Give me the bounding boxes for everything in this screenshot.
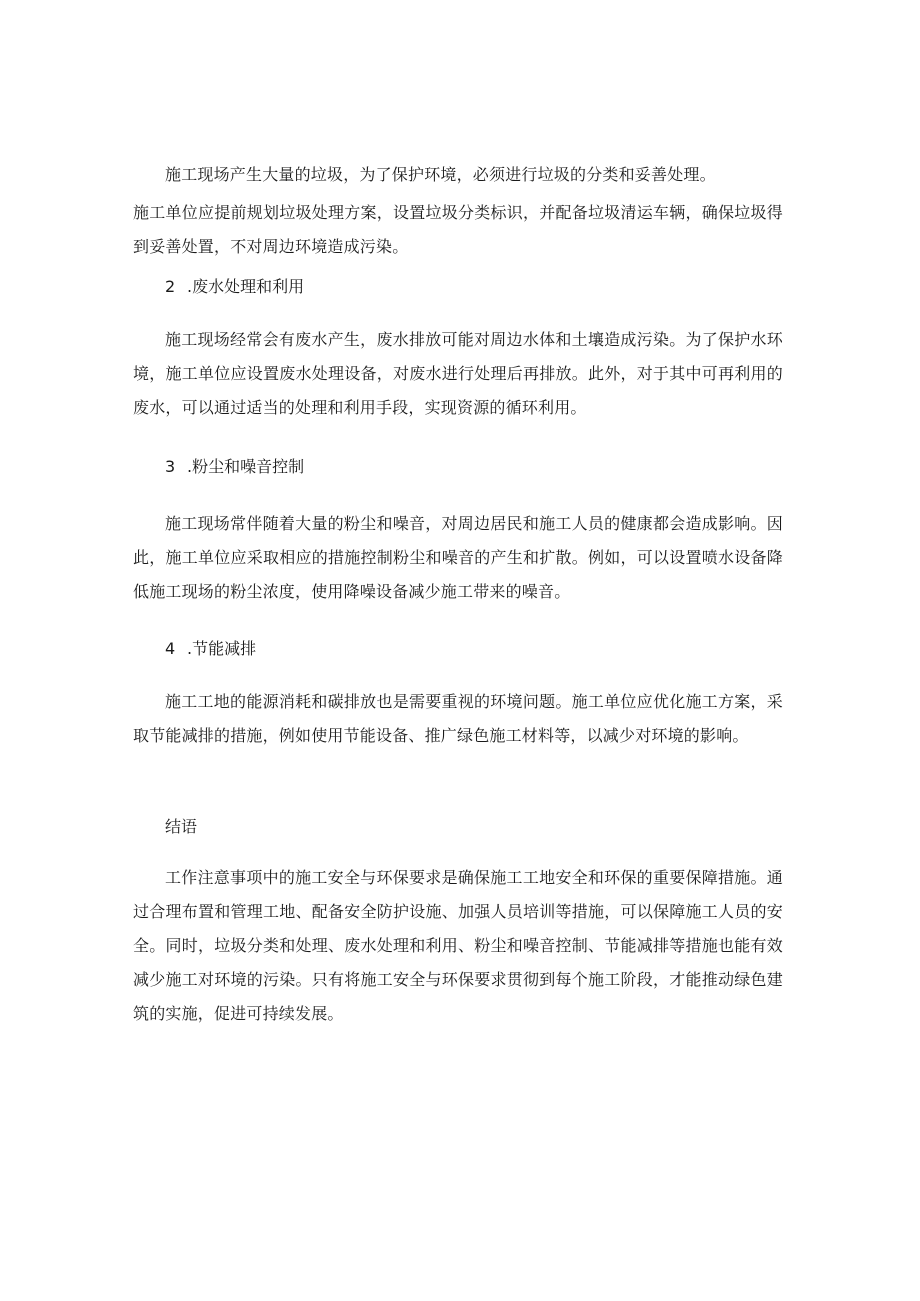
section-title: .节能减排 [187, 639, 257, 658]
section-number: 4 [165, 639, 176, 658]
section-heading-energy [165, 632, 256, 666]
paragraph-wastewater: 施工现场经常会有废水产生，废水排放可能对周边水体和土壤造成污染。为了保护水环境，施工单位应设置废水处理设备，对废水进行处理后再排放。此外，对于其中可再利用的废水，可以通过适当的处理和利用手段，实现资源的循环利用。 [133, 330, 783, 417]
section-number: 2 [165, 277, 176, 296]
section-heading-dust-noise [165, 450, 304, 484]
section-title: .粉尘和噪音控制 [187, 457, 305, 476]
paragraph-conclusion: 工作注意事项中的施工安全与环保要求是确保施工工地安全和环保的重要保障措施。通过合理布置和管理工地、配备安全防护设施、加强人员培训等措施，可以保障施工人员的安全。同时，垃圾分类和处理、废水处理和利用、粉尘和噪音控制、节能减排等措施也能有效减少施工对环境的污染。只有将施工安全与环保要求贯彻到每个施工阶段，才能推动绿色建筑的实施，促进可持续发展。 [133, 868, 783, 1023]
section-number: 3 [165, 457, 176, 476]
paragraph-waste-intro: 施工现场产生大量的垃圾，为了保护环境，必须进行垃圾的分类和妥善处理。 [165, 165, 716, 184]
paragraph-dust-noise: 施工现场常伴随着大量的粉尘和噪音，对周边居民和施工人员的健康都会造成影响。因此，施工单位应采取相应的措施控制粉尘和噪音的产生和扩散。例如，可以设置喷水设备降低施工现场的粉尘浓度，使用降噪设备减少施工带来的噪音。 [133, 514, 783, 601]
paragraph-waste-plan: 施工单位应提前规划垃圾处理方案，设置垃圾分类标识，并配备垃圾清运车辆，确保垃圾得到妥善处置，不对周边环境造成污染。 [133, 203, 783, 256]
section-heading-wastewater [165, 270, 304, 304]
conclusion-title: 结语 [165, 817, 198, 836]
section-title: .废水处理和利用 [187, 277, 305, 296]
paragraph-energy: 施工工地的能源消耗和碳排放也是需要重视的环境问题。施工单位应优化施工方案，采取节能减排的措施，例如使用节能设备、推广绿色施工材料等，以减少对环境的影响。 [133, 692, 783, 745]
